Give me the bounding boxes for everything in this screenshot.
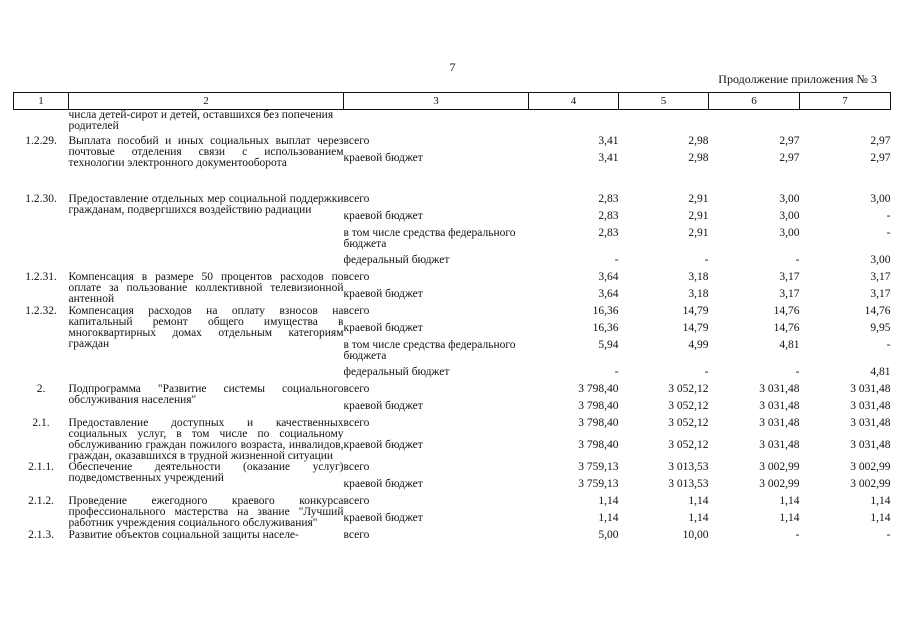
funding-source: краевой бюджет [343,210,423,222]
table-row [14,306,891,323]
value-col-5: 3,18 [688,271,709,283]
header-col-4: 4 [529,93,619,110]
value-col-7: - [886,339,891,351]
value-col-6: 1,14 [779,495,800,507]
value-col-4: 1,14 [598,495,619,507]
funding-source: всего [343,305,370,317]
header-col-1: 1 [14,93,69,110]
value-col-4: 2,83 [598,193,619,205]
funding-source: всего [343,135,370,147]
value-col-7: 3,00 [870,254,891,266]
value-col-5: 2,91 [688,193,709,205]
value-col-7: 3 031,48 [850,400,891,412]
value-col-4: 3 759,13 [578,478,619,490]
header-col-6: 6 [709,93,800,110]
value-col-5: 14,79 [682,305,709,317]
funding-source: краевой бюджет [343,152,423,164]
value-col-4: 1,14 [598,512,619,524]
value-col-6: 3 031,48 [759,400,800,412]
table-row [14,418,891,440]
table-row [14,384,891,401]
value-col-4: 3 798,40 [578,400,619,412]
value-col-6: 3,00 [779,210,800,222]
item-name: Выплата пособий и иных социальных выплат через почтовые отделения связи с использованием технологии электронного документооборота [68,135,344,169]
header-row [14,93,891,110]
value-col-6: 4,81 [779,339,800,351]
item-name: Компенсация расходов на оплату взносов на капитальный ремонт общего имущества в многоквартирных домах отдельным категориям граждан [68,305,344,350]
value-col-7: 9,95 [870,322,891,334]
value-col-5: 3 013,53 [668,461,709,473]
value-col-6: 1,14 [779,512,800,524]
page-number: 7 [449,60,456,74]
item-name: Подпрограмма "Развитие системы социального обслуживания населения" [68,383,344,406]
value-col-5: - [704,366,709,378]
table-row [14,136,891,153]
item-number: 1.2.29. [25,135,57,147]
value-col-6: 3,00 [779,227,800,239]
value-col-5: 1,14 [688,512,709,524]
value-col-5: 3,18 [688,288,709,300]
value-col-5: 3 052,12 [668,400,709,412]
value-col-7: 1,14 [870,495,891,507]
value-col-4: - [614,366,619,378]
value-col-4: 5,94 [598,339,619,351]
funding-source: в том числе средства федерального бюджета [343,227,516,250]
value-col-7: 2,97 [870,135,891,147]
value-col-4: 16,36 [592,305,619,317]
value-col-5: 3 013,53 [668,478,709,490]
value-col-6: 14,76 [773,305,800,317]
value-col-4: 3,64 [598,288,619,300]
item-name: Предоставление отдельных мер социальной поддержки гражданам, подвергшихся воздействию радиации [68,193,344,216]
item-name: Развитие объектов социальной защиты населе- [68,529,299,541]
continued-text: числа детей-сирот и детей, оставшихся без попечения родителей [68,109,334,132]
funding-source: всего [343,271,370,283]
item-number: 2.1.1. [28,461,54,473]
header-col-7: 7 [800,93,891,110]
header-col-5: 5 [619,93,709,110]
item-name: Компенсация в размере 50 процентов расходов по оплате за пользование коллективной телевизионной антенной [68,271,344,305]
item-number: 2. [36,383,46,395]
value-col-5: 14,79 [682,322,709,334]
funding-source: федеральный бюджет [343,366,450,378]
funding-source: краевой бюджет [343,512,423,524]
value-col-7: - [886,529,891,541]
value-col-7: 14,76 [864,305,891,317]
value-col-5: 4,99 [688,339,709,351]
funding-source: всего [343,495,370,507]
value-col-5: 2,98 [688,152,709,164]
value-col-4: - [614,254,619,266]
item-number: 1.2.30. [25,193,57,205]
funding-source: в том числе средства федерального бюджета [343,339,516,362]
header-col-2: 2 [69,93,344,110]
value-col-7: 1,14 [870,512,891,524]
funding-source: краевой бюджет [343,439,423,451]
value-col-6: - [795,254,800,266]
continued-row [14,110,891,133]
value-col-4: 16,36 [592,322,619,334]
table-row [14,530,891,547]
continuation-note: Продолжение приложения № 3 [718,72,877,86]
item-name: Обеспечение деятельности (оказание услуг) подведомственных учреждений [68,461,344,484]
value-col-6: - [795,366,800,378]
funding-source: краевой бюджет [343,322,423,334]
table-row [14,496,891,513]
value-col-6: 3 031,48 [759,383,800,395]
value-col-7: - [886,210,891,222]
value-col-7: 3 031,48 [850,439,891,451]
value-col-5: 3 052,12 [668,439,709,451]
value-col-6: 3 031,48 [759,417,800,429]
value-col-7: - [886,227,891,239]
funding-source: краевой бюджет [343,400,423,412]
value-col-7: 3,00 [870,193,891,205]
funding-source: краевой бюджет [343,288,423,300]
value-col-7: 3 031,48 [850,383,891,395]
value-col-4: 2,83 [598,210,619,222]
value-col-5: 10,00 [682,529,709,541]
value-col-7: 4,81 [870,366,891,378]
value-col-4: 3,64 [598,271,619,283]
value-col-7: 3 002,99 [850,461,891,473]
funding-source: всего [343,461,370,473]
value-col-7: 3 002,99 [850,478,891,490]
item-name: Проведение ежегодного краевого конкурса профессионального мастерства на звание "Лучший работник учреждения социального обслуживания" [68,495,344,529]
value-col-6: - [795,529,800,541]
value-col-7: 3 031,48 [850,417,891,429]
value-col-6: 3,17 [779,288,800,300]
value-col-5: 3 052,12 [668,417,709,429]
value-col-5: 3 052,12 [668,383,709,395]
funding-source: всего [343,529,370,541]
budget-table [13,92,891,547]
funding-source: всего [343,417,370,429]
value-col-5: 2,91 [688,227,709,239]
funding-source: краевой бюджет [343,478,423,490]
item-number: 2.1. [32,417,50,429]
value-col-6: 14,76 [773,322,800,334]
value-col-5: 1,14 [688,495,709,507]
value-col-4: 3 798,40 [578,383,619,395]
value-col-6: 2,97 [779,135,800,147]
item-name: Предоставление доступных и качественных социальных услуг, в том числе по социальному обслуживанию граждан пожилого возраста, инвалидов, граждан, оказавшихся в трудной жизненной ситуации [68,417,344,462]
value-col-6: 3 002,99 [759,461,800,473]
value-col-6: 3 002,99 [759,478,800,490]
value-col-4: 3 798,40 [578,417,619,429]
value-col-4: 5,00 [598,529,619,541]
value-col-4: 3 759,13 [578,461,619,473]
value-col-6: 3 031,48 [759,439,800,451]
table-body [14,110,891,548]
value-col-6: 2,97 [779,152,800,164]
item-number: 2.1.3. [28,529,54,541]
funding-source: федеральный бюджет [343,254,450,266]
funding-source: всего [343,383,370,395]
value-col-7: 2,97 [870,152,891,164]
table-row [14,462,891,479]
value-col-4: 2,83 [598,227,619,239]
value-col-7: 3,17 [870,271,891,283]
value-col-6: 3,17 [779,271,800,283]
value-col-5: 2,98 [688,135,709,147]
value-col-4: 3 798,40 [578,439,619,451]
funding-source: всего [343,193,370,205]
header-col-3: 3 [344,93,529,110]
value-col-5: - [704,254,709,266]
value-col-5: 2,91 [688,210,709,222]
value-col-6: 3,00 [779,193,800,205]
table-row [14,272,891,289]
value-col-4: 3,41 [598,135,619,147]
item-number: 2.1.2. [28,495,54,507]
value-col-7: 3,17 [870,288,891,300]
table-row [14,194,891,211]
item-number: 1.2.32. [25,305,57,317]
item-number: 1.2.31. [25,271,57,283]
value-col-4: 3,41 [598,152,619,164]
